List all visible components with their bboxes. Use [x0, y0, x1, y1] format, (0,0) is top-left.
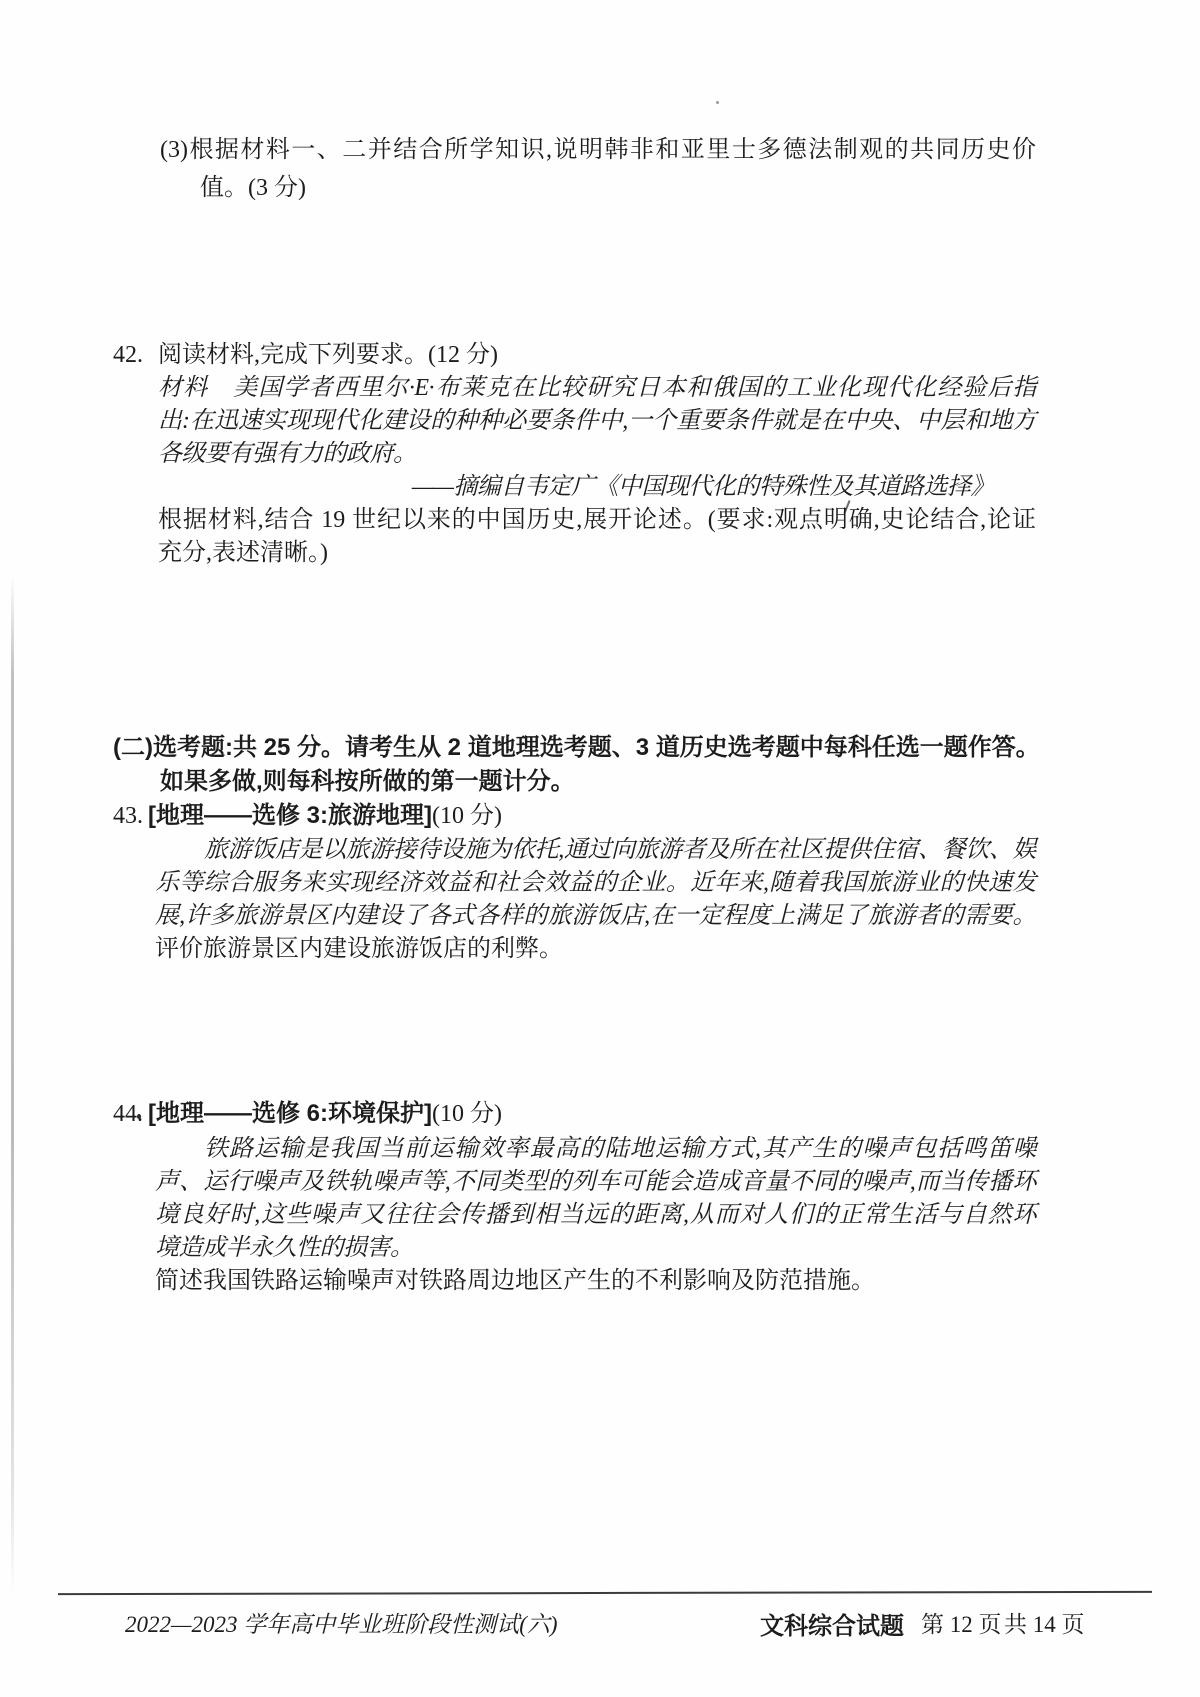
question-43 — [113, 798, 1036, 966]
question-42-material-line: 各级要有强有力的政府。 — [158, 441, 417, 467]
question-43-score: (10 分) — [432, 803, 502, 829]
question-44-heading-text: [地理——选修 6:环境保护] — [148, 1100, 432, 1127]
question-43-material-line: 旅游饭店是以旅游接待设施为依托,通过向旅游者及所在社区提供住宿、餐饮、娱 — [204, 837, 1036, 863]
question-43-material-line: 乐等综合服务来实现经济效益和社会效益的企业。近年来,随着我国旅游业的快速发 — [155, 870, 1036, 896]
question-41-part3-line: (3)根据材料一、二并结合所学知识,说明韩非和亚里士多德法制观的共同历史价 — [160, 137, 1036, 163]
question-44-material-line: 境造成半永久性的损害。 — [155, 1235, 414, 1261]
question-44-material-line: 铁路运输是我国当前运输效率最高的陆地运输方式,其产生的噪声包括鸣笛噪 — [204, 1136, 1036, 1162]
scan-speck — [716, 101, 719, 104]
question-42-source-citation: ——摘编自韦定广《中国现代化的特殊性及其道路选择》 — [411, 474, 994, 500]
question-44-number: 44. — [113, 1101, 143, 1127]
question-42-number: 42. — [113, 342, 143, 368]
question-42 — [113, 339, 1036, 570]
question-43-heading-text: [地理——选修 3:旅游地理] — [148, 802, 432, 829]
section-two-notice-line: (二)选考题:共 25 分。请考生从 2 道地理选考题、3 道历史选考题中每科任选一题作答。 — [113, 734, 1040, 761]
question-44-score: (10 分) — [432, 1101, 502, 1127]
scan-edge-artifact — [11, 575, 14, 1595]
section-two-notice — [113, 731, 1040, 799]
question-44-material-line: 境良好时,这些噪声又往往会传播到相当远的距离,从而对人们的正常生活与自然环 — [155, 1202, 1036, 1228]
question-42-heading — [113, 339, 1036, 372]
question-44 — [113, 1095, 1036, 1298]
question-42-material-line: 出:在迅速实现现代化建设的种种必要条件中,一个重要条件就是在中央、中层和地方 — [158, 408, 1036, 434]
question-41-part3 — [160, 131, 1036, 207]
question-44-heading — [113, 1095, 1036, 1133]
question-43-task-line: 评价旅游景区内建设旅游饭店的利弊。 — [155, 936, 563, 962]
section-two-notice-line: 如果多做,则每科按所做的第一题计分。 — [160, 768, 575, 795]
question-42-task-line: 充分,表述清晰。) — [158, 540, 328, 566]
question-42-material-line: 材料 美国学者西里尔·E·布莱克在比较研究日本和俄国的工业化现代化经验后指 — [158, 375, 1036, 401]
question-43-heading — [113, 798, 1036, 834]
question-42-heading-text: 阅读材料,完成下列要求。(12 分) — [158, 342, 498, 368]
question-41-part3-line: 值。(3 分) — [200, 175, 306, 201]
question-43-number: 43. — [113, 803, 143, 829]
question-44-task-line: 简述我国铁路运输噪声对铁路周边地区产生的不利影响及防范措施。 — [155, 1268, 875, 1294]
footer-subject-title: 文科综合试题 — [760, 1613, 904, 1640]
question-43-material-line: 展,许多旅游景区内建设了各式各样的旅游饭店,在一定程度上满足了旅游者的需要。 — [155, 903, 1036, 929]
footer-page-number: 第 12 页 — [921, 1612, 1002, 1637]
footer-divider-line — [58, 1591, 1152, 1595]
question-44-material-line: 声、运行噪声及铁轨噪声等,不同类型的列车可能会造成音量不同的噪声,而当传播环 — [155, 1169, 1036, 1195]
question-42-task-line: 根据材料,结合 19 世纪以来的中国历史,展开论述。(要求:观点明确,史论结合,论证 — [158, 507, 1036, 533]
footer-page-total: 共 14 页 — [1004, 1612, 1085, 1637]
footer-exam-title: 2022—2023 学年高中毕业班阶段性测试(六) — [125, 1612, 558, 1637]
